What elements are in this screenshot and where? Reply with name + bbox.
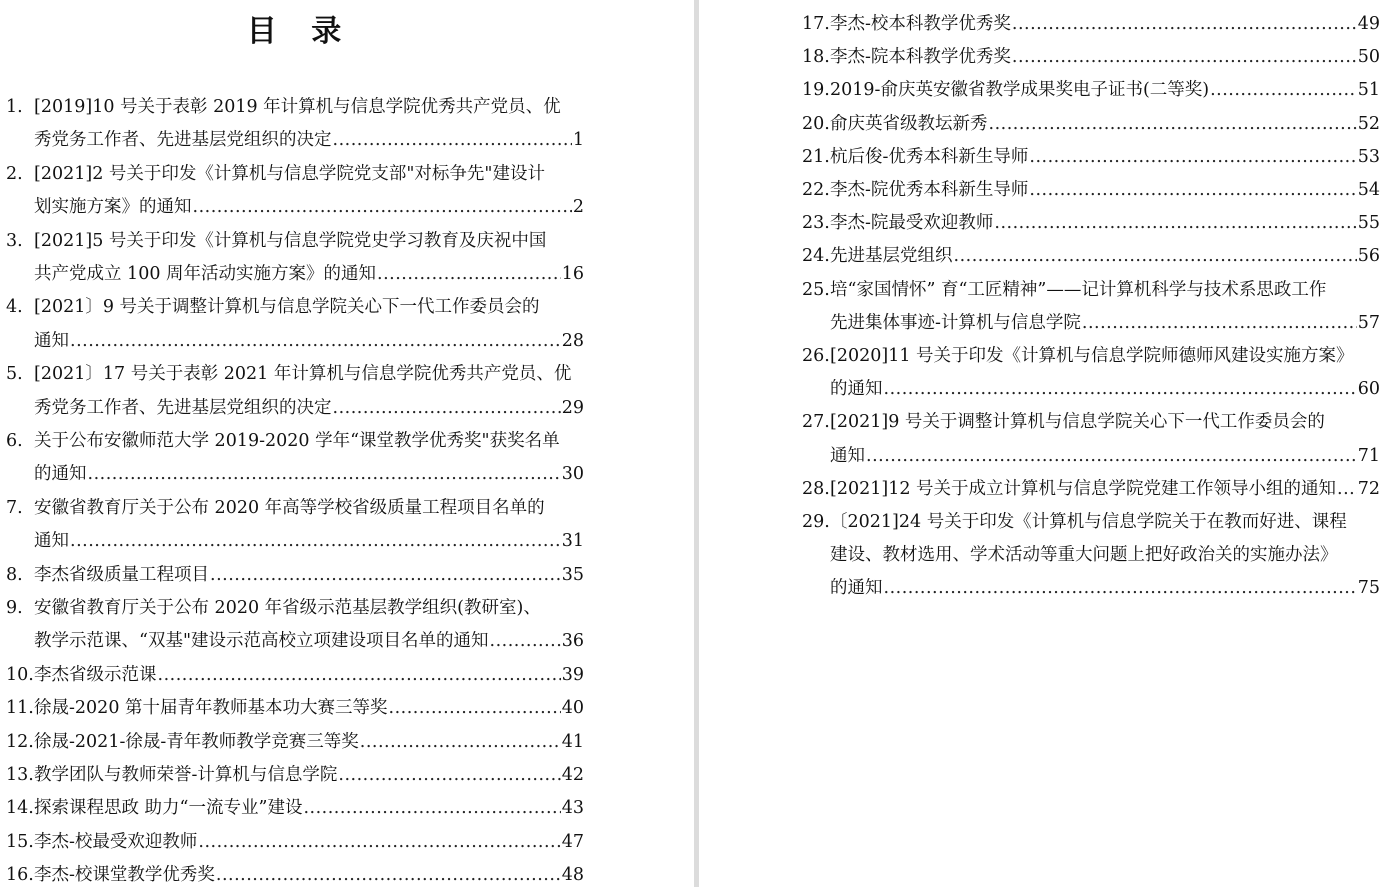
toc-entry-number: 9. — [6, 598, 23, 618]
toc-entry-text: 杭后俊-优秀本科新生导师 — [830, 146, 1029, 167]
toc-leader-dots — [70, 325, 561, 358]
toc-page-number: 16 — [561, 264, 584, 284]
toc-entry-text: 李杰省级示范课 — [34, 664, 157, 685]
toc-entry-line — [802, 240, 1380, 273]
toc-leader-dots — [377, 258, 561, 291]
toc-entry-line — [6, 525, 584, 558]
toc-leader-dots — [210, 559, 561, 592]
toc-page-number: 1 — [572, 130, 584, 151]
toc-entry-line — [802, 440, 1380, 473]
toc-entry-text: 秀党务工作者、先进基层党组织的决定 — [34, 130, 332, 151]
toc-page-number: 31 — [561, 531, 584, 552]
toc-page-number: 43 — [561, 798, 584, 819]
toc-entry-text: 的通知 — [34, 464, 87, 485]
toc-entry-line — [6, 225, 584, 258]
toc-entry-text: 共产党成立 100 周年活动实施方案》的通知 — [34, 264, 377, 284]
toc-leader-dots — [88, 458, 561, 491]
toc-page-number: 54 — [1357, 180, 1380, 200]
toc-entry-line — [802, 207, 1380, 240]
toc-entry-text: 安徽省教育厅关于公布 2020 年省级示范基层教学组织(教研室)、 — [34, 598, 541, 618]
toc-leader-dots — [994, 207, 1356, 240]
toc-leader-dots — [1337, 473, 1357, 506]
toc-leader-dots — [338, 759, 560, 792]
toc-entry-line — [6, 458, 584, 491]
toc-entry-number: 10. — [6, 664, 34, 685]
toc-entry-text: 李杰-院本科教学优秀奖 — [830, 47, 1011, 68]
toc-entry-number: 7. — [6, 497, 23, 518]
toc-entry-line — [802, 373, 1380, 406]
toc-leader-dots — [1012, 41, 1357, 74]
toc-entry-number: 4. — [6, 297, 23, 318]
toc-entry-text: [2021]12 号关于成立计算机与信息学院党建工作领导小组的通知 — [830, 478, 1337, 499]
toc-leader-dots — [866, 440, 1357, 473]
toc-page-number: 71 — [1357, 445, 1380, 466]
toc-entry-text: 建设、教材选用、学术活动等重大问题上把好政治关的实施办法》 — [830, 545, 1338, 566]
toc-leader-dots — [954, 240, 1357, 273]
toc-leader-dots — [884, 373, 1357, 406]
toc-leader-dots — [884, 572, 1357, 605]
toc-page-number: 75 — [1357, 578, 1380, 599]
toc-entry-line — [6, 559, 584, 592]
toc-entry-text: [2021]9 号关于调整计算机与信息学院关心下一代工作委员会的 — [830, 412, 1325, 433]
toc-leader-dots — [1029, 141, 1356, 174]
toc-leader-dots — [1029, 174, 1356, 207]
toc-entry-text: 安徽省教育厅关于公布 2020 年高等学校省级质量工程项目名单的 — [34, 497, 545, 518]
toc-entry-line — [802, 41, 1380, 74]
toc-entry-text: 通知 — [34, 531, 69, 552]
toc-entry-text: 教学团队与教师荣誉-计算机与信息学院 — [34, 765, 338, 785]
toc-entry-line — [6, 859, 584, 887]
toc-entry-line — [6, 258, 584, 291]
toc-entry-text: [2020]11 号关于印发《计算机与信息学院师德师风建设实施方案》 — [830, 346, 1354, 366]
toc-entry-number: 26. — [802, 346, 830, 366]
toc-entry-text: [2021〕17 号关于表彰 2021 年计算机与信息学院优秀共产党员、优 — [34, 364, 572, 385]
toc-entry-number: 16. — [6, 865, 34, 886]
toc-leader-dots — [1210, 74, 1357, 107]
toc-entry-text: 李杰-院优秀本科新生导师 — [830, 180, 1029, 200]
toc-page-number: 36 — [561, 631, 584, 652]
toc-entry-number: 12. — [6, 731, 34, 752]
toc-entry-text: 划实施方案》的通知 — [34, 197, 192, 218]
toc-entry-number: 29. — [802, 512, 830, 532]
toc-entry-line — [802, 8, 1380, 41]
toc-leader-dots — [216, 859, 561, 887]
toc-page-number: 51 — [1357, 80, 1380, 101]
toc-page-number: 40 — [561, 698, 584, 719]
toc-entry-text: 关于公布安徽师范大学 2019-2020 学年“课堂教学优秀奖"获奖名单 — [34, 431, 560, 451]
toc-entry-line — [802, 473, 1380, 506]
toc-entry-number: 8. — [6, 564, 23, 585]
toc-entry-number: 1. — [6, 97, 23, 117]
toc-entry-number: 11. — [6, 698, 34, 719]
toc-entry-text: 秀党务工作者、先进基层党组织的决定 — [34, 397, 332, 418]
toc-entry-line — [802, 539, 1380, 572]
toc-entry-line — [6, 625, 584, 658]
toc-entry-number: 27. — [802, 412, 830, 433]
toc-page-number: 57 — [1357, 312, 1380, 333]
document-page-right — [699, 0, 1385, 887]
toc-page-number: 2 — [572, 197, 584, 218]
toc-title: 目 录 — [246, 14, 354, 49]
toc-entry-number: 15. — [6, 831, 34, 852]
toc-entry-text: [2019]10 号关于表彰 2019 年计算机与信息学院优秀共产党员、优 — [34, 97, 561, 117]
toc-entry-number: 17. — [802, 14, 830, 34]
toc-entry-number: 25. — [802, 279, 830, 300]
toc-entry-line — [802, 572, 1380, 605]
toc-page-number: 48 — [561, 865, 584, 886]
toc-entry-line — [6, 124, 584, 157]
toc-page-number: 52 — [1357, 113, 1380, 134]
toc-entry-number: 23. — [802, 213, 830, 234]
toc-leader-dots — [333, 124, 572, 157]
toc-page-number: 42 — [561, 765, 584, 785]
toc-entry-line — [802, 406, 1380, 439]
toc-leader-dots — [70, 525, 561, 558]
toc-entry-number: 28. — [802, 478, 830, 499]
toc-page-number: 49 — [1357, 14, 1380, 34]
toc-entry-line — [6, 826, 584, 859]
toc-leader-dots — [333, 392, 561, 425]
toc-page-number: 41 — [561, 731, 584, 752]
toc-leader-dots — [389, 692, 561, 725]
toc-page-number: 47 — [561, 831, 584, 852]
toc-entry-number: 21. — [802, 146, 830, 167]
toc-entry-text: 徐晟-2021-徐晟-青年教师教学竞赛三等奖 — [34, 731, 359, 752]
toc-entry-number: 19. — [802, 80, 830, 101]
toc-entry-number: 20. — [802, 113, 830, 134]
toc-entry-text: 先进集体事迹-计算机与信息学院 — [830, 312, 1081, 333]
toc-leader-dots — [360, 726, 561, 759]
toc-page-number: 72 — [1357, 478, 1380, 499]
toc-entry-text: 通知 — [34, 330, 69, 351]
toc-entry-text: 李杰-校本科教学优秀奖 — [830, 14, 1011, 34]
toc-leader-dots — [1012, 8, 1357, 41]
toc-entry-line — [6, 91, 584, 124]
toc-entry-text: 先进基层党组织 — [830, 246, 953, 267]
toc-entry-number: 3. — [6, 230, 23, 251]
toc-entry-text: 的通知 — [830, 578, 883, 599]
toc-leader-dots — [303, 792, 560, 825]
toc-entry-line — [802, 108, 1380, 141]
toc-page-number: 35 — [561, 564, 584, 585]
toc-entry-line — [6, 792, 584, 825]
toc-entry-number: 13. — [6, 765, 34, 785]
toc-entry-line — [6, 392, 584, 425]
toc-page-number: 29 — [561, 397, 584, 418]
toc-leader-dots — [1082, 307, 1357, 340]
toc-page-number: 50 — [1357, 47, 1380, 68]
toc-page-number: 39 — [561, 664, 584, 685]
toc-entry-line — [802, 274, 1380, 307]
toc-entry-line — [6, 692, 584, 725]
toc-entry-number: 14. — [6, 798, 34, 819]
toc-entry-number: 2. — [6, 163, 23, 184]
toc-leader-dots — [193, 191, 572, 224]
toc-page-number: 56 — [1357, 246, 1380, 267]
toc-entry-line — [6, 726, 584, 759]
toc-entry-line — [6, 358, 584, 391]
toc-page-number: 28 — [561, 330, 584, 351]
toc-entry-line — [6, 291, 584, 324]
toc-entry-text: 教学示范课、“双基"建设示范高校立项建设项目名单的通知 — [34, 631, 489, 652]
toc-leader-dots — [198, 826, 560, 859]
toc-entry-number: 5. — [6, 364, 23, 385]
toc-entry-text: 俞庆英省级教坛新秀 — [830, 113, 988, 134]
toc-leader-dots — [989, 108, 1357, 141]
toc-entry-number: 24. — [802, 246, 830, 267]
toc-entry-line — [6, 492, 584, 525]
toc-entry-line — [802, 174, 1380, 207]
toc-leader-dots — [158, 659, 561, 692]
toc-entry-line — [6, 158, 584, 191]
toc-entry-line — [6, 325, 584, 358]
toc-entry-text: [2021〕9 号关于调整计算机与信息学院关心下一代工作委员会的 — [34, 297, 540, 318]
toc-entry-text: 徐晟-2020 第十届青年教师基本功大赛三等奖 — [34, 698, 388, 719]
toc-entry-text: 通知 — [830, 445, 865, 466]
toc-entry-text: 培“家国情怀” 育“工匠精神”——记计算机科学与技术系思政工作 — [830, 279, 1327, 300]
toc-entry-line — [6, 191, 584, 224]
toc-entry-line — [6, 659, 584, 692]
toc-entry-text: 〔2021]24 号关于印发《计算机与信息学院关于在教而好进、课程 — [830, 512, 1347, 532]
toc-entry-line — [6, 759, 584, 792]
toc-entry-text: [2021]2 号关于印发《计算机与信息学院党支部"对标争先"建设计 — [34, 163, 545, 184]
toc-entry-text: 探索课程思政 助力“一流专业”建设 — [34, 798, 303, 819]
toc-entry-line — [802, 506, 1380, 539]
toc-page-number: 53 — [1357, 146, 1380, 167]
toc-entry-line — [802, 141, 1380, 174]
toc-entry-text: 李杰省级质量工程项目 — [34, 564, 209, 585]
toc-entry-number: 18. — [802, 47, 830, 68]
toc-entry-text: 的通知 — [830, 379, 883, 400]
toc-entry-text: 李杰-院最受欢迎教师 — [830, 213, 994, 234]
toc-page-number: 55 — [1357, 213, 1380, 234]
toc-entry-line — [802, 340, 1380, 373]
toc-page-number: 60 — [1357, 379, 1380, 400]
toc-entry-number: 6. — [6, 431, 23, 451]
toc-entry-text: 2019-俞庆英安徽省教学成果奖电子证书(二等奖) — [830, 80, 1210, 101]
toc-entry-line — [6, 592, 584, 625]
toc-entry-text: 李杰-校最受欢迎教师 — [34, 831, 198, 852]
toc-entry-text: [2021]5 号关于印发《计算机与信息学院党史学习教育及庆祝中国 — [34, 230, 547, 251]
toc-leader-dots — [490, 625, 561, 658]
toc-page-number: 30 — [561, 464, 584, 485]
toc-entry-line — [802, 307, 1380, 340]
toc-entry-line — [802, 74, 1380, 107]
toc-entry-number: 22. — [802, 180, 830, 200]
toc-entry-line — [6, 425, 584, 458]
toc-entry-text: 李杰-校课堂教学优秀奖 — [34, 865, 215, 886]
